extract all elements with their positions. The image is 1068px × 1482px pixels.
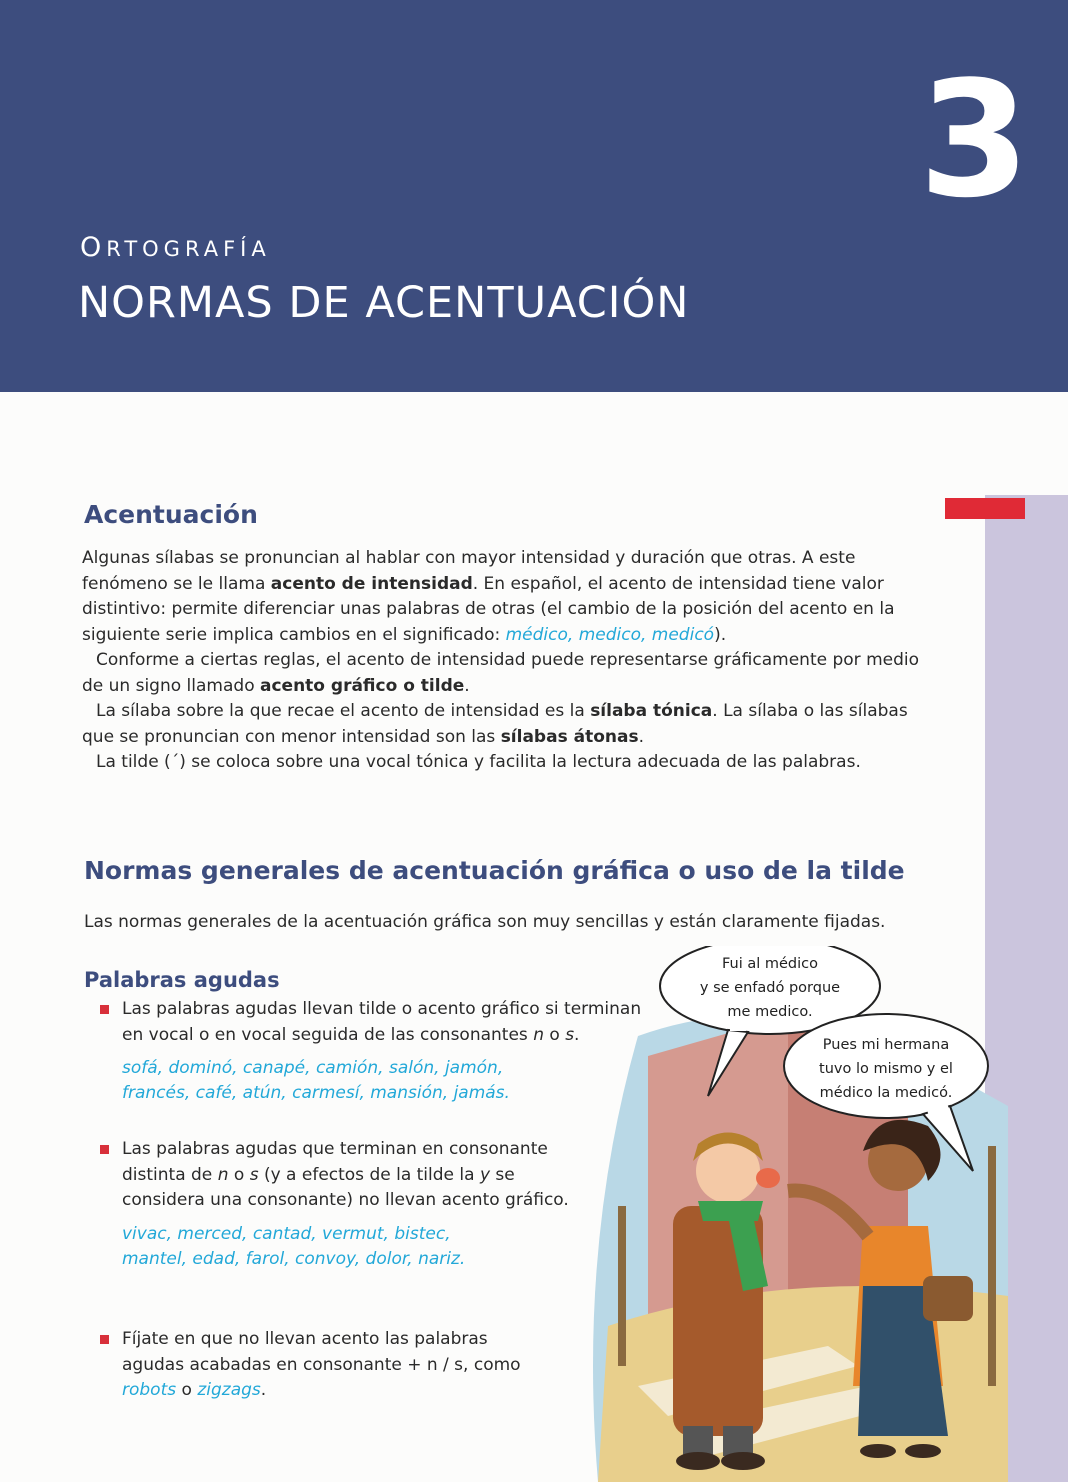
section-label	[80, 232, 271, 263]
bullet-rule-3	[100, 1327, 530, 1404]
bubble2-line2: tuvo lo mismo y el	[819, 1061, 953, 1077]
bubble1-line2: y se enfadó porque	[699, 980, 841, 996]
heading-palabras-agudas: Palabras agudas	[84, 968, 280, 992]
bubble1-line1: Fui al médico	[721, 956, 819, 972]
section-label-initial: O	[80, 232, 107, 263]
heading-acentuacion: Acentuación	[84, 500, 258, 529]
rule-1-examples: sofá, dominó, canapé, camión, salón, jamón, francés, café, atún, carmesí, mansión, jamás.	[122, 1058, 510, 1103]
rule-3-text: Fíjate en que no llevan acento las palabras agudas acabadas en consonante + n / s, como robots o zigzags.	[122, 1329, 521, 1400]
bubble2-line1: Pues mi hermana	[822, 1037, 950, 1053]
tree-trunk	[988, 1146, 996, 1386]
paragraph-1: Algunas sílabas se pronuncian al hablar con mayor intensidad y duración que otras. A este fenómeno se le llama acento de intensidad. En español, el acento de intensidad tiene valor distintivo: permite diferenciar unas palabras de otras (el cambio de la posición del acento en la siguiente serie implica cambios en el significado: médico, medico, medicó).	[82, 548, 895, 645]
rule-2-examples: vivac, merced, cantad, vermut, bistec, mantel, edad, farol, convoy, dolor, nariz.	[122, 1223, 466, 1269]
chapter-banner	[0, 0, 1068, 392]
section-label-rest: RTOGRAFÍA	[106, 237, 271, 261]
paragraph-4: La tilde (´) se coloca sobre una vocal tónica y facilita la lectura adecuada de las palabras.	[96, 752, 861, 772]
paragraph-3: La sílaba sobre la que recae el acento de intensidad es la sílaba tónica. La sílaba o las sílabas que se pronuncian con menor intensidad son las sílabas átonas.	[82, 701, 908, 747]
bullet-rule-1	[100, 997, 660, 1106]
bullet-square	[100, 1005, 109, 1014]
rule-2-text: Las palabras agudas que terminan en consonante distinta de n o s (y a efectos de la tilde la y se considera una consonante) no llevan acento gráfico.	[122, 1139, 569, 1210]
normas-intro: Las normas generales de la acentuación gráfica son muy sencillas y están claramente fijadas.	[84, 912, 886, 932]
tree-trunk	[618, 1206, 626, 1366]
chapter-number: 3	[918, 46, 1030, 233]
bullet-rule-2	[100, 1137, 570, 1272]
bubble2-line3: médico la medicó.	[819, 1085, 953, 1101]
paragraph-2: Conforme a ciertas reglas, el acento de intensidad puede representarse gráficamente por medio de un signo llamado acento gráfico o tilde.	[82, 650, 919, 696]
heading-normas-generales: Normas generales de acentuación gráfica o uso de la tilde	[84, 856, 905, 885]
page-title: NORMAS DE ACENTUACIÓN	[78, 278, 690, 328]
bullet-square	[100, 1335, 109, 1344]
bubble1-line3: me medico.	[727, 1004, 813, 1020]
acentuacion-body	[82, 546, 928, 776]
red-tab-marker	[945, 498, 1025, 519]
bullet-square	[100, 1145, 109, 1154]
cartoon-illustration	[578, 946, 1008, 1482]
rule-1-text: Las palabras agudas llevan tilde o acento gráfico si terminan en vocal o en vocal seguida de las consonantes n o s.	[122, 999, 642, 1045]
